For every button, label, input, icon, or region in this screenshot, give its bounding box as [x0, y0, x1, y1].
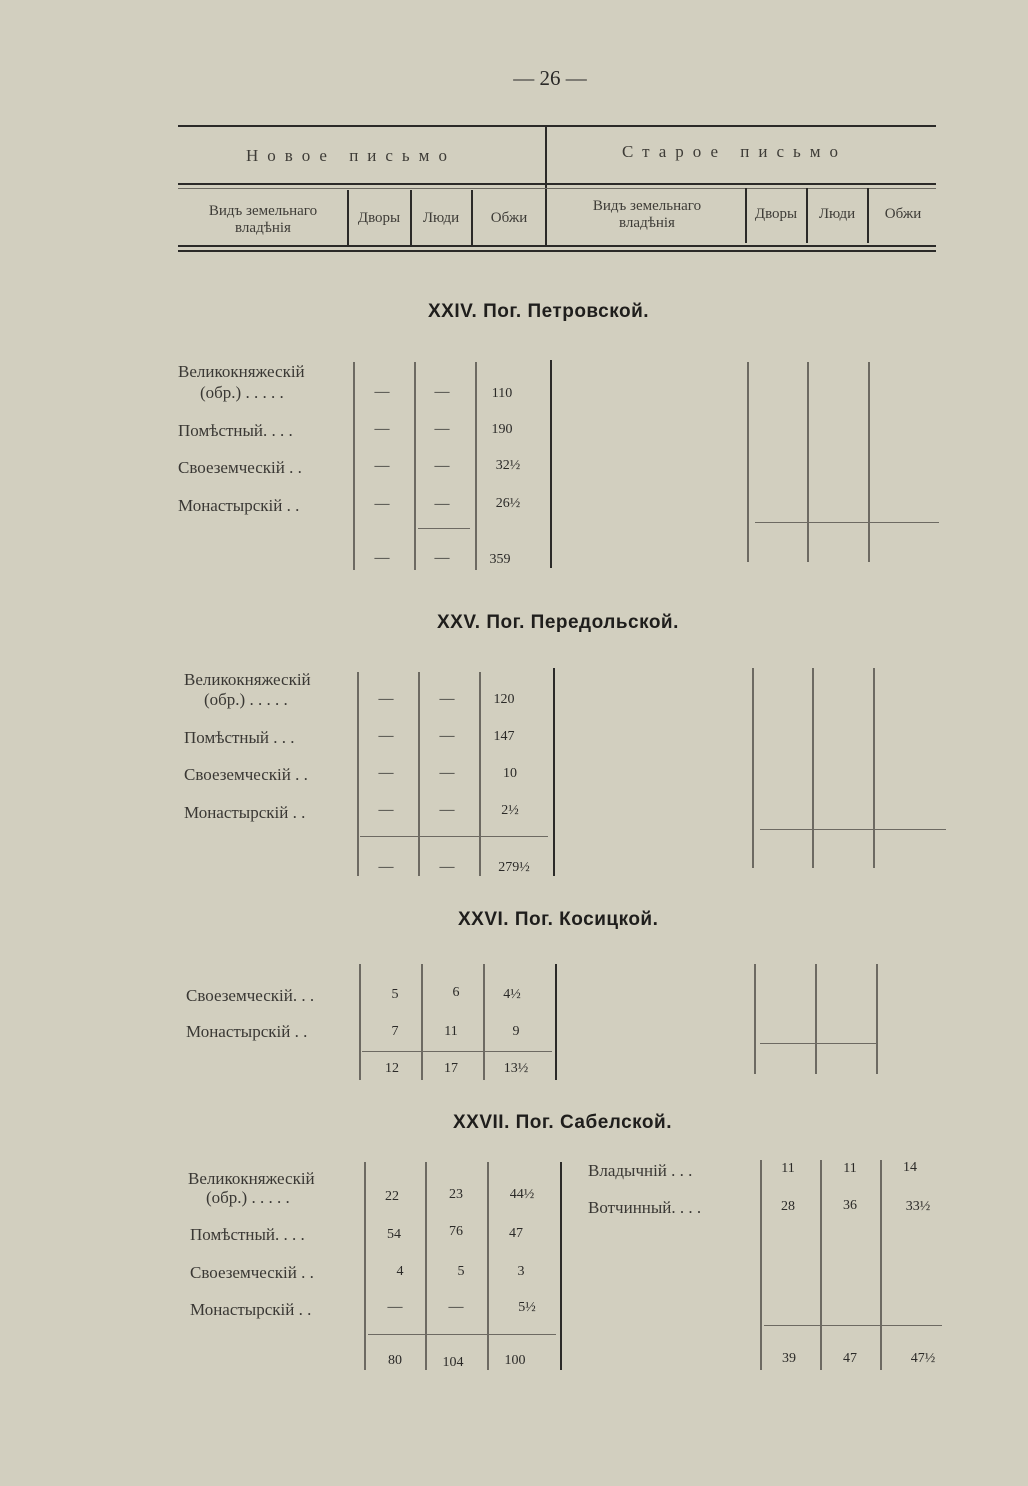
cell-lyudi: —	[434, 421, 450, 437]
old-total-obzhi: 47½	[910, 1351, 936, 1366]
row-label: Великокняжескій	[184, 670, 311, 689]
header-bottom-rule	[178, 245, 936, 247]
cell-lyudi: —	[448, 1299, 464, 1315]
total-dvory: —	[378, 859, 394, 875]
cell-lyudi: —	[439, 691, 455, 707]
row-label: Монастырскій . .	[178, 496, 300, 515]
total-lyudi: 104	[442, 1355, 464, 1370]
page-number: — 26 —	[513, 66, 587, 90]
total-lyudi: 17	[444, 1061, 458, 1076]
row-label: Помѣстный . . .	[184, 728, 295, 747]
row-label: Своеземческій . .	[190, 1263, 314, 1282]
cell-dvory: —	[374, 421, 390, 437]
cell-obzhi: 32½	[495, 458, 521, 473]
section-title: XXVII. Пог. Сабелской.	[453, 1112, 672, 1133]
cell-dvory: —	[374, 384, 390, 400]
cell-dvory: —	[378, 765, 394, 781]
cell-lyudi: 23	[449, 1187, 463, 1202]
total-lyudi: —	[439, 859, 455, 875]
old-row-label: Вотчинный. . . .	[588, 1198, 702, 1217]
row-label: Помѣстный. . . .	[190, 1225, 305, 1244]
total-dvory: 80	[388, 1353, 402, 1368]
cell-obzhi: 2½	[501, 803, 519, 818]
cell-obzhi: 120	[493, 692, 515, 707]
row-label-2: (обр.) . . . . .	[204, 690, 288, 709]
cell-obzhi: 10	[503, 766, 517, 781]
old-letter-heading: Старое письмо	[622, 142, 848, 161]
cell-obzhi: 110	[491, 386, 513, 401]
cell-obzhi: 5½	[518, 1300, 536, 1315]
total-obzhi: 13½	[503, 1061, 529, 1076]
section-title: XXVI. Пог. Косицкой.	[458, 909, 659, 930]
header-mid-rule	[178, 183, 936, 185]
header-bottom-rule-2	[178, 250, 936, 252]
old-total-lyudi: 47	[843, 1351, 857, 1366]
row-label: Помѣстный. . . .	[178, 421, 293, 440]
old-cell-lyudi: 11	[843, 1161, 857, 1176]
new-letter-heading: Новое письмо	[246, 146, 456, 165]
cell-dvory: 7	[391, 1024, 399, 1039]
cell-obzhi: 9	[512, 1024, 520, 1039]
cell-obzhi: 147	[493, 729, 515, 744]
cell-obzhi: 26½	[495, 496, 521, 511]
cell-lyudi: 76	[449, 1224, 463, 1239]
new-lyudi-head: Люди	[422, 210, 460, 226]
row-label: Великокняжескій	[178, 362, 305, 381]
cell-lyudi: —	[434, 496, 450, 512]
cell-lyudi: —	[439, 728, 455, 744]
cell-lyudi: 6	[452, 985, 460, 1000]
total-obzhi: 359	[489, 552, 511, 567]
old-row-label: Владычній . . .	[588, 1161, 693, 1180]
row-label: Великокняжескій	[188, 1169, 315, 1188]
cell-obzhi: 44½	[509, 1187, 535, 1202]
row-label: Своеземческій. . .	[186, 986, 315, 1005]
header-mid-rule-2	[178, 188, 936, 189]
section-title: XXV. Пог. Передольской.	[437, 612, 679, 633]
cell-dvory: 22	[385, 1189, 399, 1204]
cell-lyudi: 5	[457, 1264, 465, 1279]
new-obzhi-head: Обжи	[490, 210, 528, 226]
total-dvory: 12	[385, 1061, 399, 1076]
row-label: Своеземческій . .	[178, 458, 302, 477]
row-label: Монастырскій . .	[190, 1300, 312, 1319]
cell-dvory: 54	[387, 1227, 401, 1242]
cell-dvory: 4	[396, 1264, 404, 1279]
total-obzhi: 279½	[498, 860, 530, 875]
cell-dvory: 5	[391, 987, 399, 1002]
cell-obzhi: 190	[491, 422, 513, 437]
old-cell-obzhi: 33½	[905, 1199, 931, 1214]
cell-obzhi: 47	[509, 1226, 523, 1241]
cell-lyudi: —	[439, 802, 455, 818]
row-label: Монастырскій . .	[186, 1022, 308, 1041]
cell-obzhi: 4½	[503, 987, 521, 1002]
header-top-rule	[178, 125, 936, 127]
cell-dvory: —	[387, 1299, 403, 1315]
cell-dvory: —	[378, 728, 394, 744]
cell-dvory: —	[374, 496, 390, 512]
old-cell-dvory: 11	[781, 1161, 795, 1176]
total-lyudi: —	[434, 550, 450, 566]
total-obzhi: 100	[504, 1353, 526, 1368]
old-cell-obzhi: 14	[903, 1160, 917, 1175]
cell-dvory: —	[374, 458, 390, 474]
old-obzhi-head: Обжи	[884, 206, 922, 222]
row-label-2: (обр.) . . . . .	[200, 383, 284, 402]
cell-lyudi: 11	[444, 1024, 458, 1039]
old-cell-dvory: 28	[781, 1199, 795, 1214]
cell-lyudi: —	[434, 458, 450, 474]
header-divider	[545, 127, 547, 245]
cell-dvory: —	[378, 691, 394, 707]
old-total-dvory: 39	[782, 1351, 796, 1366]
row-label: Своеземческій . .	[184, 765, 308, 784]
new-kind-head: Видъ земельнаго владѣнія	[208, 203, 318, 236]
old-lyudi-head: Люди	[818, 206, 856, 222]
old-cell-lyudi: 36	[843, 1198, 857, 1213]
cell-lyudi: —	[439, 765, 455, 781]
new-dvory-head: Дворы	[357, 210, 401, 226]
row-label-2: (обр.) . . . . .	[206, 1188, 290, 1207]
old-kind-head: Видъ земельнаго владѣнія	[592, 198, 702, 231]
cell-dvory: —	[378, 802, 394, 818]
cell-lyudi: —	[434, 384, 450, 400]
section-title: XXIV. Пог. Петровской.	[428, 301, 650, 322]
old-dvory-head: Дворы	[754, 206, 798, 222]
total-dvory: —	[374, 550, 390, 566]
row-label: Монастырскій . .	[184, 803, 306, 822]
cell-obzhi: 3	[517, 1264, 525, 1279]
